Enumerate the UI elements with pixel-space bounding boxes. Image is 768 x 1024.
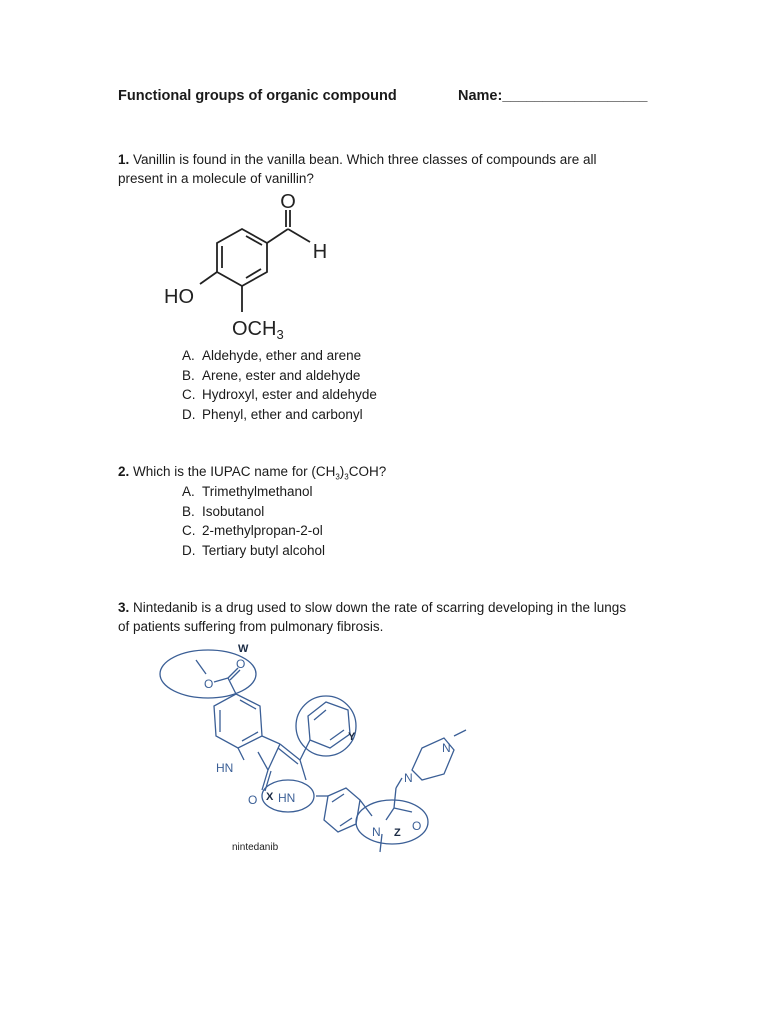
question-3 xyxy=(118,598,638,636)
vanillin-hydroxyl-label: HO xyxy=(164,286,194,308)
question-2: 2. Which is the IUPAC name for $(CH_3)_3COH$? xyxy=(118,464,387,482)
vanillin-carbonyl-oxygen: O xyxy=(280,191,296,213)
atom-hn2: HN xyxy=(278,791,296,805)
atom-o1: O xyxy=(236,657,246,671)
label-w: W xyxy=(238,643,249,655)
question-1-options xyxy=(182,346,377,424)
question-2-option-c[interactable]: C. 2-methylpropan-2-ol xyxy=(182,523,323,538)
worksheet-title: Functional groups of organic compound xyxy=(118,88,397,104)
vanillin-methoxy-label xyxy=(232,318,284,342)
question-2-option-d[interactable]: D. Tertiary butyl alcohol xyxy=(182,542,326,558)
atom-hn1: HN xyxy=(216,761,234,775)
question-2-option-b[interactable]: B. Isobutanol xyxy=(182,503,265,519)
vanillin-methoxy-text: OCH xyxy=(232,318,277,340)
nintedanib-atom-labels xyxy=(204,657,451,839)
atom-n1: N xyxy=(372,825,381,839)
worksheet-header xyxy=(118,88,678,104)
group-letter-labels xyxy=(238,643,401,839)
label-z: Z xyxy=(394,827,401,839)
functional-group-circles xyxy=(160,650,428,844)
vanillin-structure xyxy=(160,186,340,346)
atom-o4: O xyxy=(412,819,422,833)
nintedanib-structure xyxy=(150,640,490,860)
question-1-option-d[interactable]: D. Phenyl, ether and carbonyl xyxy=(182,406,363,422)
question-3-text: Nintedanib is a drug used to slow down the rate of scarring developing in the lungs of patients suffering from pulmonary fibrosis. xyxy=(118,600,627,634)
atom-n3: N xyxy=(442,741,451,755)
question-3-number: 3. xyxy=(118,600,130,615)
label-y: Y xyxy=(348,731,356,743)
vanillin-bonds xyxy=(200,210,310,312)
atom-o3: O xyxy=(248,793,258,807)
vanillin-methoxy-subscript: 3 xyxy=(276,327,284,342)
vanillin-aldehyde-hydrogen: H xyxy=(312,241,328,263)
atom-o2: O xyxy=(204,677,214,691)
question-1-option-c[interactable]: C. Hydroxyl, ester and aldehyde xyxy=(182,387,377,402)
question-1-option-b[interactable]: B. Arene, ester and aldehyde xyxy=(182,367,361,383)
question-1-text: Vanillin is found in the vanilla bean. Which three classes of compounds are all present in a molecule of vanillin? xyxy=(118,152,597,186)
question-2-number: 2. xyxy=(118,464,130,479)
question-1 xyxy=(118,150,638,188)
name-field-label: Name:__________________ xyxy=(458,88,648,104)
question-1-number: 1. xyxy=(118,152,130,167)
nintedanib-caption: nintedanib xyxy=(232,842,279,853)
question-2-options xyxy=(182,482,325,560)
atom-n2: N xyxy=(404,771,413,785)
label-x: X xyxy=(266,791,274,803)
question-1-option-a[interactable]: A. Aldehyde, ether and arene xyxy=(182,348,362,363)
question-2-option-a[interactable]: A. Trimethylmethanol xyxy=(182,484,313,499)
